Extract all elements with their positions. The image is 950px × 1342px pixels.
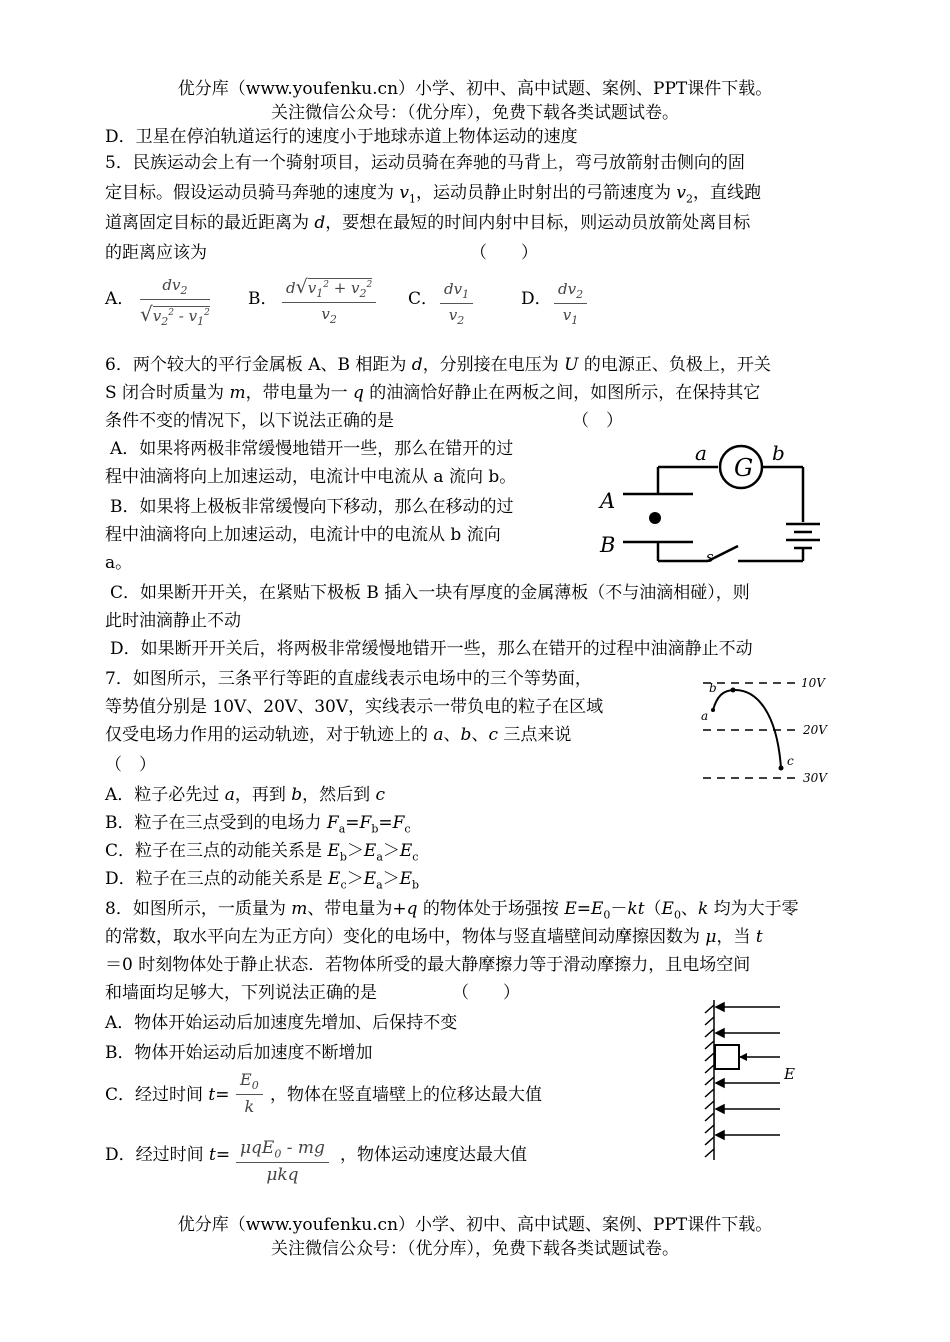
q7-label-a: a: [701, 709, 709, 723]
fig-label-switch: s: [706, 548, 714, 566]
fig-label-a: a: [695, 444, 707, 465]
q5-line-2: 定目标。假设运动员骑马奔驰的速度为 $v_1$，运动员静止时射出的弓箭速度为 $v_2$，直线跑: [105, 183, 762, 206]
q6-line-2: S 闭合时质量为 m，带电量为一 q 的油滴恰好静止在两板之间，如图所示，在保持其它: [105, 383, 761, 403]
q5-line-1: 5．民族运动会上有一个骑射项目，运动员骑在奔驰的马背上，弯弓放箭射击侧向的固: [105, 153, 745, 173]
fig-label-g: G: [734, 454, 754, 482]
q8-line-2: 的常数，取水平向左为正方向）变化的电场中，物体与竖直墙壁间动摩擦因数为 μ，当 t: [105, 927, 763, 947]
q7-option-c: C．粒子在三点的动能关系是 $E_b>E_a>E_c$: [105, 841, 419, 864]
q8-option-d: D．经过时间 t=: [105, 1145, 231, 1165]
q6-option-c-2: 此时油滴静止不动: [105, 611, 241, 631]
q5-option-b-formula: $\frac{d√v_1^2 + v_2^2}{v_2}$: [282, 276, 376, 326]
q7-label-c: c: [787, 754, 794, 768]
q6-answer-paren: （ ）: [572, 411, 623, 431]
q8-option-c-formula: $\frac{E_0}{k}$: [236, 1070, 263, 1116]
q7-line-1: 7．如图所示，三条平行等距的直虚线表示电场中的三个等势面，: [105, 669, 592, 689]
q5-answer-paren: （ ）: [470, 243, 538, 263]
q6-option-b-3: a。: [105, 553, 133, 573]
q5-option-b-label: B．: [248, 289, 278, 309]
fig-label-plate-a: A: [600, 489, 616, 513]
q5-line-3: 道离固定目标的最近距离为 d，要想在最短的时间内射中目标，则运动员放箭处离目标: [105, 213, 751, 233]
q5-option-a-formula: $\frac{dv_2}{√v_2^2 - v_1^2}$: [140, 276, 210, 328]
q6-option-a-1: A．如果将两极非常缓慢地错开一些，那么在错开的过: [110, 439, 514, 459]
q7-line-3: 仅受电场力作用的运动轨迹，对于轨迹上的 a、b、c 三点来说: [105, 725, 572, 745]
q8-field-figure: [700, 995, 820, 1165]
fig-label-b: b: [772, 444, 785, 465]
q8-option-c-tail: ，物体在竖直墙壁上的位移达最大值: [270, 1085, 542, 1105]
q7-option-d: D．粒子在三点的动能关系是 $E_c>E_a>E_b$: [105, 869, 420, 892]
q7-line-4: （ ）: [105, 755, 156, 775]
q8-option-a: A．物体开始运动后加速度先增加、后保持不变: [105, 1013, 458, 1033]
q7-option-b: B．粒子在三点受到的电场力 $F_a=F_b=F_c$: [105, 813, 411, 836]
q6-line-3: 条件不变的情况下，以下说法正确的是: [105, 411, 394, 431]
q5-option-d-formula: $\frac{dv_2}{v_1}$: [554, 280, 587, 327]
q5-option-a-label: A．: [105, 289, 135, 309]
q8-option-d-formula: μqE$_0$ - mg μkq: [236, 1138, 329, 1185]
q6-option-b-2: 程中油滴将向上加速运动，电流计中的电流从 b 流向: [105, 525, 501, 545]
header-line-1: 优分库（www.youfenku.cn）小学、初中、高中试题、案例、PPT课件下载。: [177, 79, 773, 99]
q8-answer-paren: （ ）: [452, 983, 520, 1003]
q7-option-a: A．粒子必先过 a，再到 b，然后到 c: [105, 785, 386, 805]
q8-option-c: C．经过时间 t=: [105, 1085, 230, 1105]
q8-block: [715, 1045, 739, 1069]
q7-equipotential-figure: [695, 668, 845, 793]
fig-label-plate-b: B: [600, 533, 616, 557]
q7-trajectory: [713, 690, 781, 768]
q7-label-10v: 10V: [801, 676, 825, 690]
q5-option-c-formula: $\frac{dv_1}{v_2}$: [440, 280, 473, 327]
q4-option-d: D．卫星在停泊轨道运行的速度小于地球赤道上物体运动的速度: [105, 127, 578, 147]
q7-label-30v: 30V: [803, 771, 827, 785]
q6-line-1: 6．两个较大的平行金属板 A、B 相距为 d，分别接在电压为 U 的电源正、负极上，开关: [105, 355, 771, 375]
q6-option-a-2: 程中油滴将向上加速运动，电流计中电流从 a 流向 b。: [105, 467, 517, 487]
q7-label-20v: 20V: [803, 723, 827, 737]
q5-option-d-label: D．: [521, 289, 552, 309]
q6-option-c-1: C．如果断开开关，在紧贴下极板 B 插入一块有厚度的金属薄板（不与油滴相碰），则: [110, 583, 750, 603]
q8-option-d-tail: ，物体运动速度达最大值: [340, 1145, 527, 1165]
footer-line-1: 优分库（www.youfenku.cn）小学、初中、高中试题、案例、PPT课件下载。: [177, 1215, 773, 1235]
q8-line-3: ＝0 时刻物体处于静止状态．若物体所受的最大静摩擦力等于滑动摩擦力，且电场空间: [105, 955, 751, 975]
oil-drop-icon: [649, 512, 661, 524]
q5-line-4: 的距离应该为: [105, 243, 207, 263]
header-line-2: 关注微信公众号：（优分库），免费下载各类试题试卷。: [271, 103, 679, 123]
q7-label-b: b: [709, 681, 717, 695]
q8-option-b: B．物体开始运动后加速度不断增加: [105, 1043, 373, 1063]
q6-option-d: D．如果断开开关后，将两极非常缓慢地错开一些，那么在错开的过程中油滴静止不动: [110, 639, 753, 659]
q5-option-c-label: C．: [408, 289, 439, 309]
q8-line-4: 和墙面均足够大，下列说法正确的是: [105, 983, 377, 1003]
q6-circuit-figure: [598, 444, 848, 574]
q6-option-b-1: B．如果将上极板非常缓慢向下移动，那么在移动的过: [110, 497, 514, 517]
q7-line-2: 等势值分别是 10V、20V、30V，实线表示一带负电的粒子在区域: [105, 697, 604, 717]
q8-label-e: E: [784, 1065, 795, 1083]
q8-line-1: 8．如图所示，一质量为 m、带电量为+q 的物体处于场强按 $E=E_0-kt(E_0$、k 均为大于零: [105, 899, 799, 922]
footer-line-2: 关注微信公众号：（优分库），免费下载各类试题试卷。: [271, 1239, 679, 1259]
